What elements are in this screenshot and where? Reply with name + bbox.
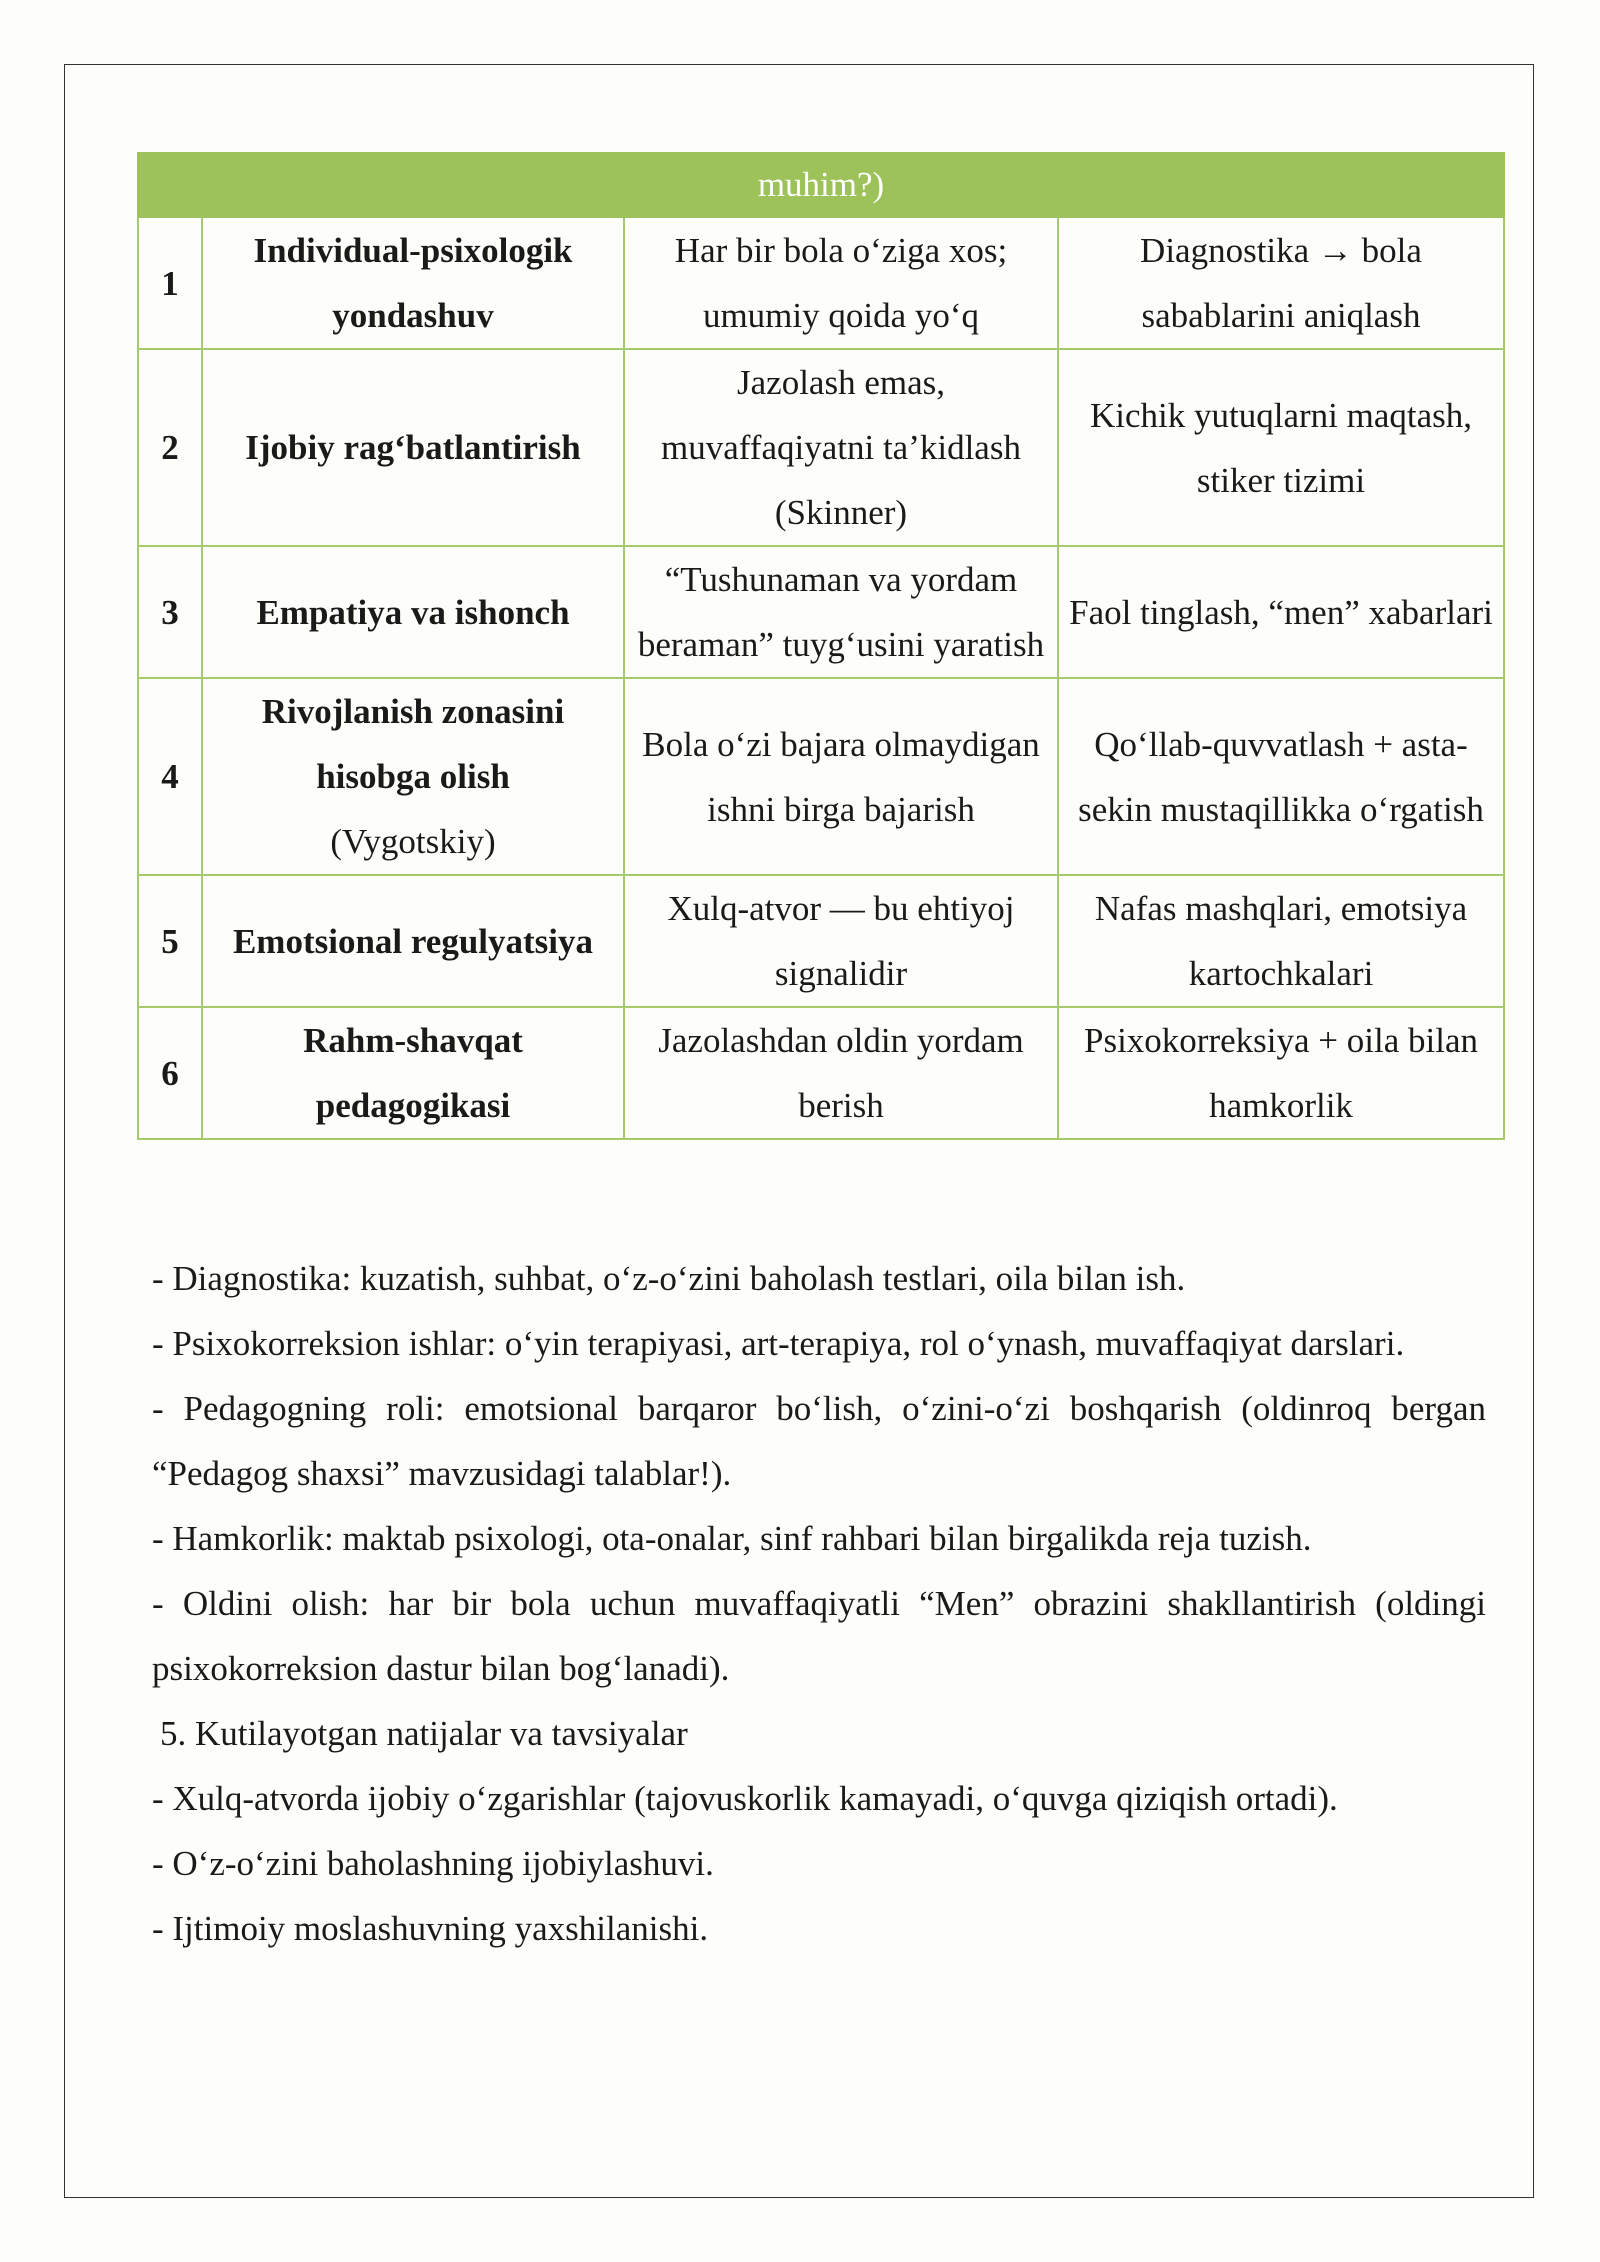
- bullet-teacher-role: - Pedagogning roli: emotsional barqaror bo‘lish, o‘zini-o‘zi boshqarish (oldinroq bergan “Pedagog shaxsi” mavzusidagi talablar!).: [152, 1389, 1486, 1493]
- principle-name: [202, 349, 624, 546]
- principles-table: [137, 152, 1505, 1140]
- table-row: [138, 875, 1504, 1007]
- table-row: [138, 1007, 1504, 1139]
- row-number: 5: [138, 875, 202, 1007]
- table-row: [138, 217, 1504, 349]
- principle-essence: Har bir bola o‘ziga xos; umumiy qoida yo‘q: [624, 217, 1058, 349]
- row-number: 2: [138, 349, 202, 546]
- table-header-row: [138, 153, 1504, 217]
- principle-name-text: Empatiya va ishonch: [256, 592, 570, 632]
- principle-method: Kichik yutuqlarni maqtash, stiker tizimi: [1058, 349, 1504, 546]
- bullet-social-adaptation: - Ijtimoiy moslashuvning yaxshilanishi.: [152, 1909, 709, 1948]
- body-text: [152, 1246, 1486, 1961]
- principle-essence: Jazolash emas, muvaffaqiyatni ta’kidlash (Skinner): [624, 349, 1058, 546]
- principle-name: [202, 546, 624, 678]
- principle-essence: “Tushunaman va yordam beraman” tuyg‘usini yaratish: [624, 546, 1058, 678]
- principle-method: Diagnostika → bola sabablarini aniqlash: [1058, 217, 1504, 349]
- principle-essence: Xulq-atvor — bu ehtiyoj signalidir: [624, 875, 1058, 1007]
- row-number: 3: [138, 546, 202, 678]
- principle-method: Psixokorreksiya + oila bilan hamkorlik: [1058, 1007, 1504, 1139]
- table-row: [138, 349, 1504, 546]
- section-heading-expected-results: 5. Kutilayotgan natijalar va tavsiyalar: [160, 1714, 688, 1753]
- principle-name-text: Ijobiy rag‘batlantirish: [245, 428, 581, 467]
- row-number: 6: [138, 1007, 202, 1139]
- bullet-cooperation: - Hamkorlik: maktab psixologi, ota-onalar, sinf rahbari bilan birgalikda reja tuzish.: [152, 1519, 1312, 1558]
- principle-name: [202, 217, 624, 349]
- principle-name-text: Emotsional regulyatsiya: [232, 921, 594, 961]
- principle-method: Faol tinglash, “men” xabarlari: [1058, 546, 1504, 678]
- principle-essence: Bola o‘zi bajara olmaydigan ishni birga bajarish: [624, 678, 1058, 875]
- bullet-diagnostics: - Diagnostika: kuzatish, suhbat, o‘z-o‘zini baholash testlari, oila bilan ish.: [152, 1259, 1186, 1298]
- principle-name: [202, 875, 624, 1007]
- principle-name-author: (Vygotskiy): [330, 822, 496, 861]
- principle-method: Qo‘llab-quvvatlash + asta-sekin mustaqillikka o‘rgatish: [1058, 678, 1504, 875]
- bullet-self-esteem: - O‘z-o‘zini baholashning ijobiylashuvi.: [152, 1844, 714, 1883]
- table-row: [138, 546, 1504, 678]
- row-number: 4: [138, 678, 202, 875]
- bullet-behavior-changes: - Xulq-atvorda ijobiy o‘zgarishlar (tajovuskorlik kamayadi, o‘quvga qiziqish ortadi).: [152, 1779, 1338, 1818]
- table-header-fragment: muhim?): [138, 153, 1504, 217]
- row-number: 1: [138, 217, 202, 349]
- principle-essence: Jazolashdan oldin yordam berish: [624, 1007, 1058, 1139]
- principle-method: Nafas mashqlari, emotsiya kartochkalari: [1058, 875, 1504, 1007]
- principle-name-text: Rivojlanish zonasini hisobga olish: [261, 692, 565, 796]
- principle-name-text: Individual-psixologik yondashuv: [253, 231, 573, 335]
- table-row: [138, 678, 1504, 875]
- bullet-prevention: - Oldini olish: har bir bola uchun muvaffaqiyatli “Men” obrazini shakllantirish (oldingi psixokorreksion dastur bilan bog‘lanadi).: [152, 1584, 1486, 1688]
- principle-name: [202, 1007, 624, 1139]
- bullet-psychocorrection: - Psixokorreksion ishlar: o‘yin terapiyasi, art-terapiya, rol o‘ynash, muvaffaqiyat darslari.: [152, 1324, 1405, 1363]
- principle-name: [202, 678, 624, 875]
- principle-name-text: Rahm-shavqat pedagogikasi: [303, 1021, 523, 1125]
